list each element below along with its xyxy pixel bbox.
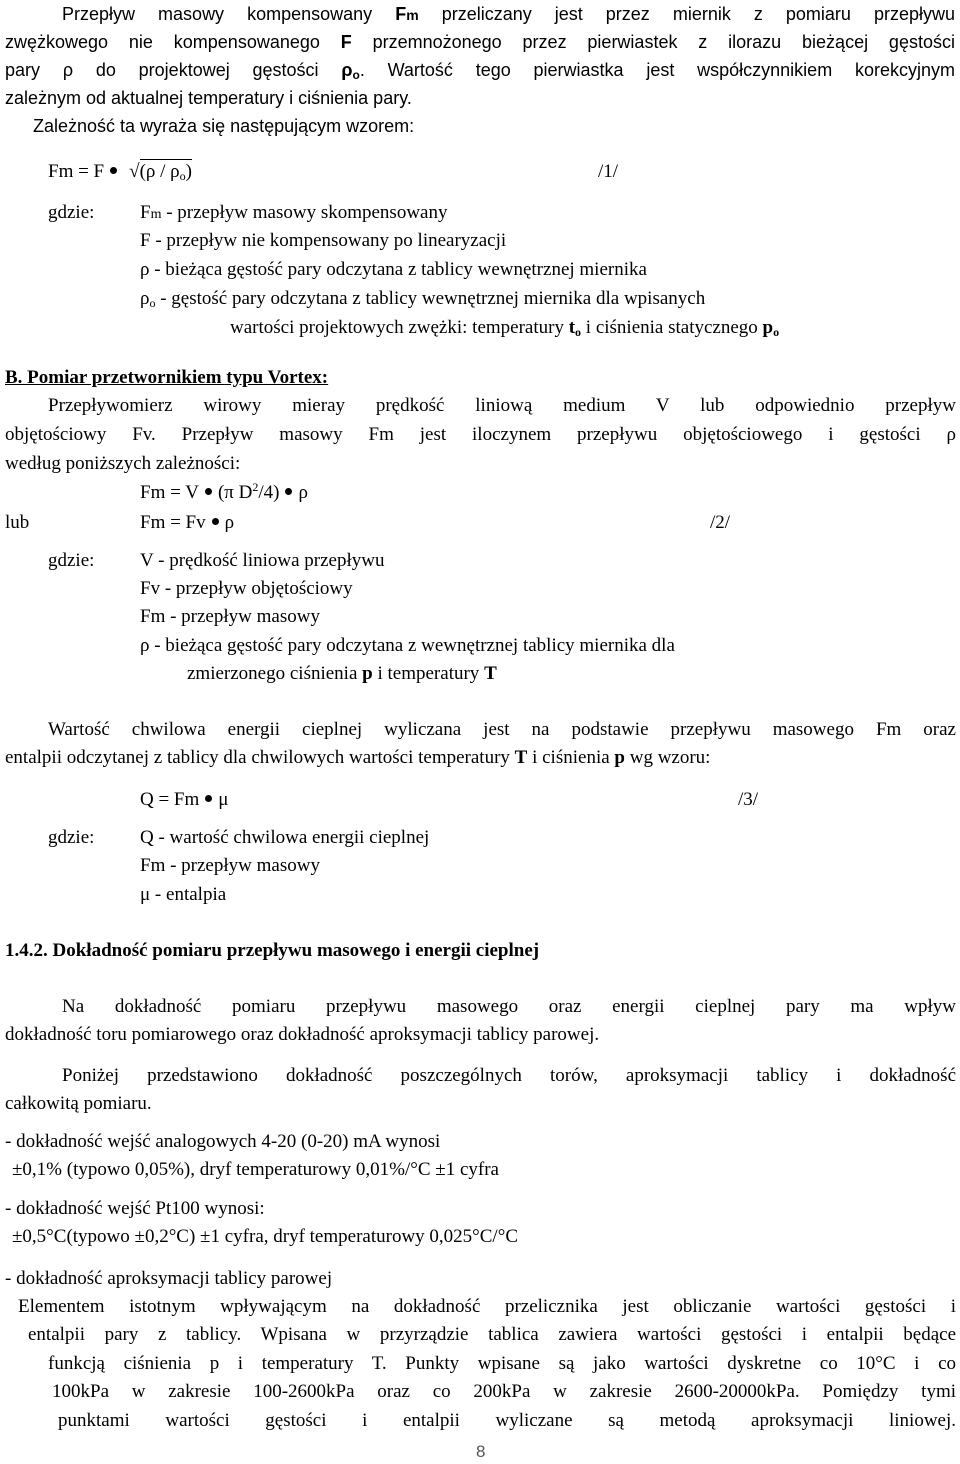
page-number: 8 bbox=[476, 1442, 486, 1461]
defs-2-gdzie: gdzie: bbox=[48, 550, 95, 571]
section-b-para-line-2: objętościowy Fv. Przepływ masowy Fm jest iloczynem przepływu objętościowego i gęstości ρ bbox=[5, 424, 956, 445]
defs-2-item-4: ρ - bieżąca gęstość pary odczytana z wewnętrznej tablicy miernika dla bbox=[140, 635, 675, 656]
formula-1-number: /1/ bbox=[598, 161, 619, 182]
defs-2-item-5: zmierzonego ciśnienia p i temperatury T bbox=[187, 663, 497, 684]
defs-3-item-3: μ - entalpia bbox=[140, 884, 227, 905]
section-b-para-line-3: według poniższych zależności: bbox=[5, 453, 241, 474]
defs-2-item-3: Fm - przepływ masowy bbox=[140, 606, 320, 627]
defs-1-item-3: ρ - bieżąca gęstość pary odczytana z tablicy wewnętrznej miernika bbox=[140, 259, 647, 280]
defs-3-item-2: Fm - przepływ masowy bbox=[140, 855, 320, 876]
section-b-para-line-1: Przepływomierz wirowy mieray prędkość liniową medium V lub odpowiednio przepływ bbox=[48, 395, 956, 416]
intro-line-4: zależnym od aktualnej temperatury i ciśnienia pary. bbox=[5, 88, 412, 108]
formula-1: Fm = F $√(\rho / \rho_o)$ bbox=[48, 161, 192, 183]
bullet-2-line-2: ±0,5°C(typowo ±0,2°C) ±1 cyfra, dryf temperaturowy 0,025°C/°C bbox=[12, 1226, 518, 1247]
defs-1-item-1: Fm - przepływ masowy skompensowany bbox=[140, 202, 448, 223]
defs-3-gdzie: gdzie: bbox=[48, 827, 95, 848]
bullet-3-para-line-1: Elementem istotnym wpływającym na dokładność przelicznika jest obliczanie wartości gęstości i bbox=[18, 1296, 956, 1317]
intro-line-5: Zależność ta wyraża się następującym wzorem: bbox=[33, 116, 415, 136]
defs-1-item-5: wartości projektowych zwężki: temperatury $t_o$ i ciśnienia statycznego $p_o$ bbox=[230, 317, 780, 339]
bullet-3-para-line-5: punktami wartości gęstości i entalpii wyliczane są metodą aproksymacji liniowej. bbox=[58, 1410, 956, 1431]
bullet-1-line-1: - dokładność wejść analogowych 4-20 (0-20) mA wynosi bbox=[5, 1131, 441, 1152]
intro-line-3: pary ρ do projektowej gęstości $\rho_o$. Wartość tego pierwiastka jest współczynnikiem korekcyjnym bbox=[5, 60, 955, 82]
formula-2b: Fm = Fv ρ bbox=[140, 512, 235, 533]
defs-2-item-2: Fv - przepływ objętościowy bbox=[140, 578, 353, 599]
multiply-dot-icon bbox=[110, 167, 117, 174]
multiply-dot-icon bbox=[285, 488, 292, 495]
section-b-heading: B. Pomiar przetwornikiem typu Vortex: bbox=[5, 367, 329, 388]
section-142-para-1-line-2: dokładność toru pomiarowego oraz dokładność aproksymacji tablicy parowej. bbox=[5, 1024, 600, 1045]
energy-para-line-2: entalpii odczytanej z tablicy dla chwilowych wartości temperatury T i ciśnienia p wg wzoru: bbox=[5, 747, 711, 768]
formula-2-number: /2/ bbox=[710, 512, 731, 533]
defs-2-item-1: V - prędkość liniowa przepływu bbox=[140, 550, 385, 571]
formula-3-number: /3/ bbox=[738, 789, 759, 810]
section-142-para-2-line-1: Poniżej przedstawiono dokładność poszczególnych torów, aproksymacji tablicy i dokładność bbox=[62, 1065, 956, 1086]
section-142-heading: 1.4.2. Dokładność pomiaru przepływu masowego i energii cieplnej bbox=[5, 940, 540, 961]
intro-line-1: Przepływ masowy kompensowany Fm przeliczany jest przez miernik z pomiaru przepływu bbox=[62, 4, 955, 24]
multiply-dot-icon bbox=[212, 518, 219, 525]
defs-1-item-4: $\rho_o$ - gęstość pary odczytana z tablicy wewnętrznej miernika dla wpisanych bbox=[140, 288, 706, 310]
multiply-dot-icon bbox=[205, 795, 212, 802]
formula-2a: Fm = V (π $D^2/4$) ρ bbox=[140, 480, 308, 503]
energy-para-line-1: Wartość chwilowa energii cieplnej wyliczana jest na podstawie przepływu masowego Fm oraz bbox=[48, 719, 956, 740]
defs-1-gdzie: gdzie: bbox=[48, 202, 95, 223]
bullet-1-line-2: ±0,1% (typowo 0,05%), dryf temperaturowy 0,01%/°C ±1 cyfra bbox=[12, 1159, 499, 1180]
multiply-dot-icon bbox=[205, 488, 212, 495]
bullet-3-para-line-3: funkcją ciśnienia p i temperatury T. Punkty wpisane są jako wartości dyskretne co 10°C i co bbox=[48, 1353, 956, 1374]
bullet-2-line-1: - dokładność wejść Pt100 wynosi: bbox=[5, 1198, 265, 1219]
section-142-para-1-line-1: Na dokładność pomiaru przepływu masowego oraz energii cieplnej pary ma wpływ bbox=[62, 996, 956, 1017]
bullet-3-para-line-4: 100kPa w zakresie 100-2600kPa oraz co 200kPa w zakresie 2600-20000kPa. Pomiędzy tymi bbox=[52, 1381, 956, 1402]
defs-3-item-1: Q - wartość chwilowa energii cieplnej bbox=[140, 827, 430, 848]
formula-3: Q = Fm μ bbox=[140, 789, 229, 810]
intro-line-2: zwężkowego nie kompensowanego F przemnożonego przez pierwiastek z ilorazu bieżącej gęstości bbox=[5, 32, 955, 52]
formula-2-lub: lub bbox=[5, 512, 30, 533]
bullet-3-line-1: - dokładność aproksymacji tablicy parowej bbox=[5, 1268, 333, 1289]
section-142-para-2-line-2: całkowitą pomiaru. bbox=[5, 1093, 152, 1114]
bullet-3-para-line-2: entalpii pary z tablicy. Wpisana w przyrządzie tablica zawiera wartości gęstości i entalpii będące bbox=[28, 1324, 956, 1345]
defs-1-item-2: F - przepływ nie kompensowany po linearyzacji bbox=[140, 230, 507, 251]
